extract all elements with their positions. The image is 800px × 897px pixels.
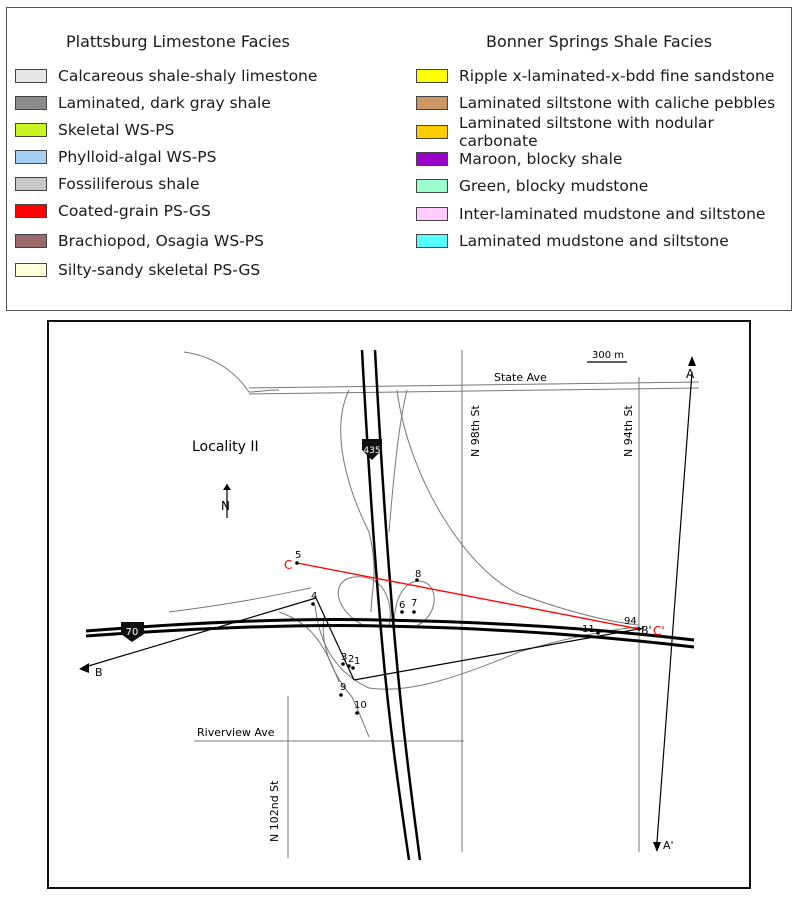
swatch-laminated-mudstone — [416, 234, 448, 248]
section-bprime-label: B' — [641, 624, 652, 637]
i70-shield-icon — [121, 622, 144, 642]
swatch-brachiopod — [15, 234, 47, 248]
arrow-b-icon — [79, 663, 89, 673]
swatch-ripple-sandstone — [416, 69, 448, 83]
swatch-interlaminated — [416, 207, 448, 221]
ramp-ne — [389, 390, 407, 532]
locality-label-2: 2 — [348, 654, 355, 665]
locality-label-4: 4 — [311, 591, 318, 602]
legend-item-interlaminated: Inter-laminated mudstone and siltstone — [416, 205, 765, 222]
locality-label-8: 8 — [415, 569, 422, 580]
section-c-label: C — [284, 558, 293, 572]
legend-item-caliche-siltstone: Laminated siltstone with caliche pebbles — [416, 94, 775, 111]
locality-point-5 — [295, 561, 299, 565]
swatch-maroon-shale — [416, 152, 448, 166]
legend-item-nodular-siltstone: Laminated siltstone with nodular carbonate — [416, 123, 791, 140]
road-state-ave-1 — [249, 382, 699, 388]
locality-label-1: 1 — [354, 656, 361, 667]
swatch-phylloid-algal — [15, 150, 47, 164]
legend-item-skeletal: Skeletal WS-PS — [15, 121, 174, 138]
swatch-coated-grain — [15, 204, 47, 218]
n94-label: N 94th St — [622, 405, 635, 457]
locality-point-7 — [412, 610, 416, 614]
section-aprime-label: A' — [663, 839, 674, 852]
legend-item-coated-grain: Coated-grain PS-GS — [15, 202, 211, 219]
legend-item-dark-gray-shale: Laminated, dark gray shale — [15, 94, 271, 111]
n102-label: N 102nd St — [268, 780, 281, 842]
locality-label-9: 9 — [340, 682, 347, 693]
arrow-a-icon — [688, 356, 696, 366]
i435-shield-icon — [362, 439, 382, 460]
legend-item-laminated-mudstone: Laminated mudstone and siltstone — [416, 232, 729, 249]
locality-point-9 — [339, 693, 343, 697]
plattsburg-title: Plattsburg Limestone Facies — [66, 32, 290, 51]
swatch-caliche-siltstone — [416, 96, 448, 110]
road-north-curve — [184, 352, 279, 392]
ramp-left — [323, 617, 369, 737]
swatch-calcareous-shale — [15, 69, 47, 83]
scale-label: 300 m — [592, 350, 625, 361]
section-a-line — [657, 372, 692, 842]
swatch-dark-gray-shale — [15, 96, 47, 110]
ramp-sw — [279, 612, 339, 682]
locality-label-3: 3 — [341, 652, 348, 663]
i70-label: 70 — [125, 627, 139, 638]
n98-label: N 98th St — [469, 405, 482, 457]
locality-label-10: 10 — [354, 700, 367, 711]
section-cprime-label: C' — [653, 624, 665, 638]
swatch-skeletal — [15, 123, 47, 137]
locality-label-5: 5 — [295, 550, 302, 561]
legend-item-green-mudstone: Green, blocky mudstone — [416, 177, 648, 194]
locality-point-4 — [311, 602, 315, 606]
section-b-label: B — [95, 666, 103, 679]
bonner-springs-title: Bonner Springs Shale Facies — [486, 32, 713, 51]
swatch-fossiliferous-shale — [15, 177, 47, 191]
road-state-ave-2 — [249, 388, 699, 394]
section-b-bottom — [354, 628, 644, 680]
i435-label: 435 — [363, 446, 381, 456]
swatch-green-mudstone — [416, 179, 448, 193]
locality-label-11: 11 — [582, 624, 595, 635]
state-ave-label: State Ave — [494, 371, 547, 384]
locality-map — [47, 320, 751, 889]
legend-item-ripple-sandstone: Ripple x-laminated-x-bdd fine sandstone — [416, 67, 774, 84]
legend-item-maroon-shale: Maroon, blocky shale — [416, 150, 622, 167]
ramp-center — [315, 605, 639, 689]
locality-label-7: 7 — [411, 598, 418, 609]
ramp-w-in — [169, 588, 311, 612]
legend-item-calcareous-shale: Calcareous shale-shaly limestone — [15, 67, 317, 84]
legend-item-brachiopod: Brachiopod, Osagia WS-PS — [15, 232, 264, 249]
section-a-label: A — [686, 367, 695, 381]
locality-label-6: 6 — [399, 600, 406, 611]
swatch-silty-sandy — [15, 263, 47, 277]
locality-point-11 — [596, 631, 600, 635]
legend-item-phylloid-algal: Phylloid-algal WS-PS — [15, 148, 217, 165]
riverview-ave-label: Riverview Ave — [197, 726, 275, 739]
locality-label-94: 94 — [624, 616, 637, 627]
section-b-ext — [316, 598, 354, 680]
swatch-nodular-siltstone — [416, 125, 448, 139]
legend-item-silty-sandy: Silty-sandy skeletal PS-GS — [15, 261, 260, 278]
locality-label: Locality II — [192, 439, 259, 455]
facies-legend — [6, 7, 792, 311]
locality-point-10 — [355, 711, 359, 715]
arrow-aprime-icon — [653, 842, 661, 852]
legend-item-fossiliferous-shale: Fossiliferous shale — [15, 175, 200, 192]
locality-point-94 — [637, 627, 641, 631]
north-label: N — [221, 499, 230, 513]
i70-lane-2 — [86, 625, 694, 647]
